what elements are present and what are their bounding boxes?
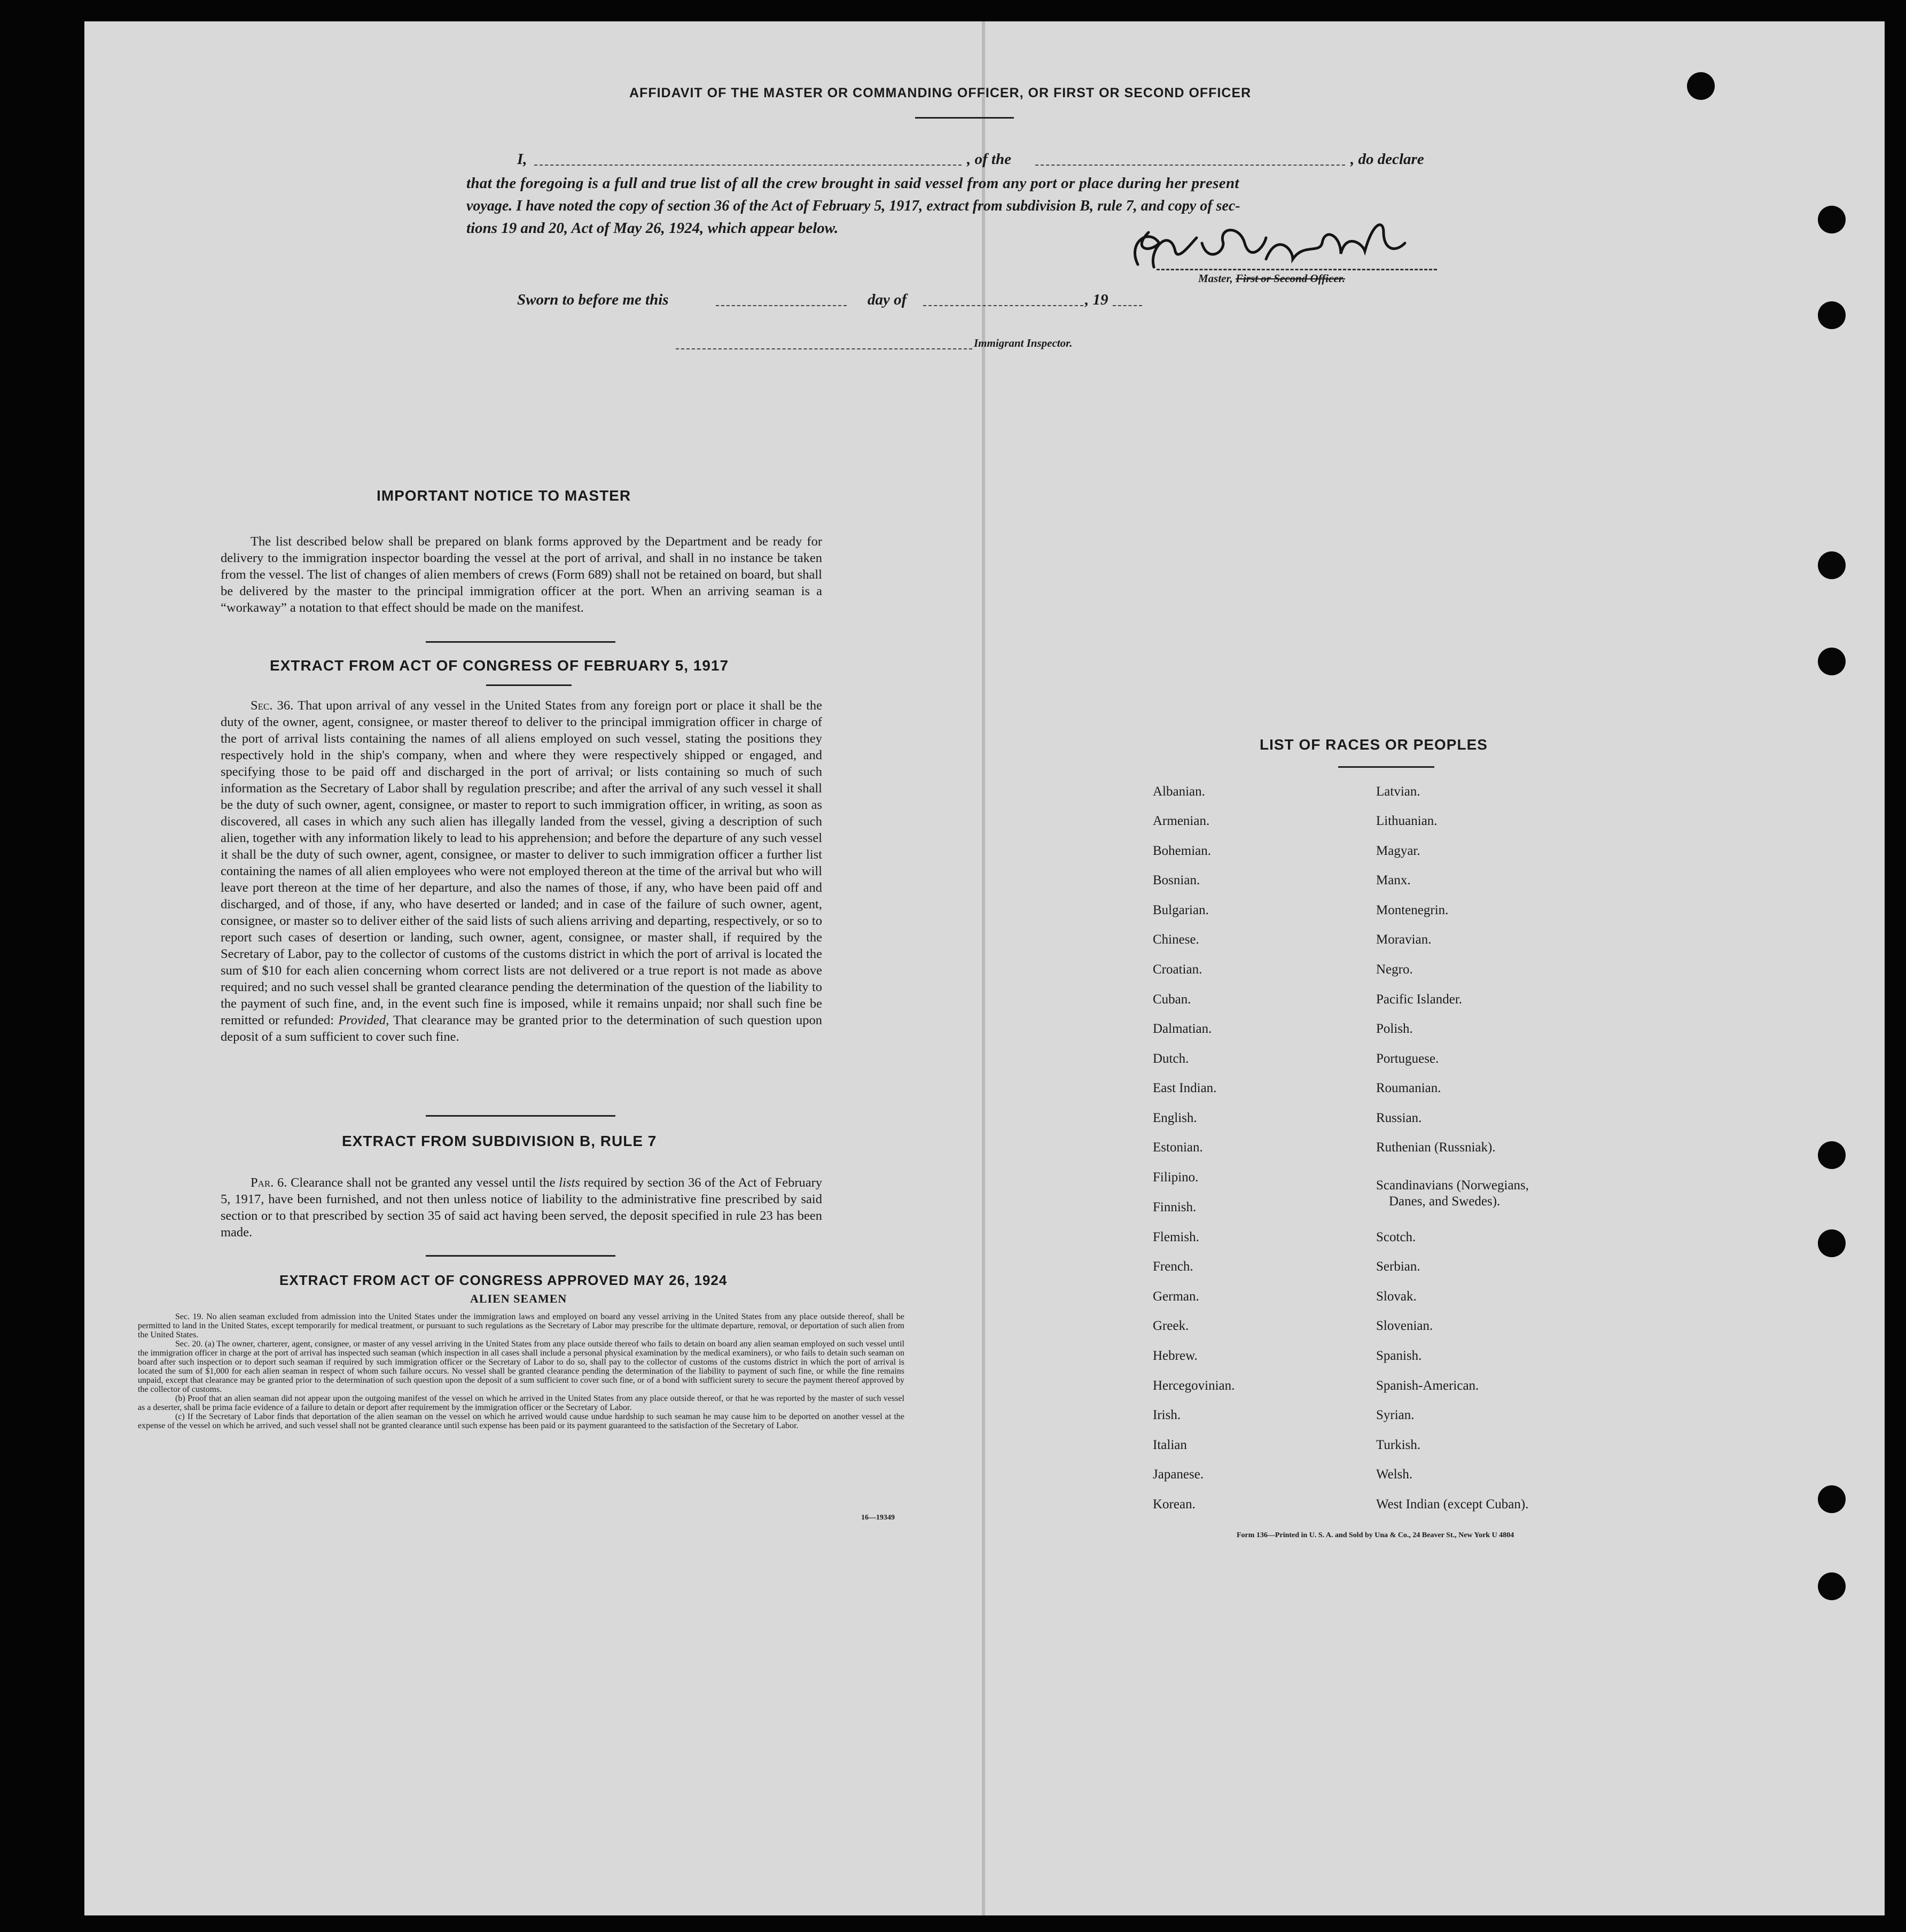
race-right: Russian. bbox=[1376, 1111, 1422, 1125]
race-left: Cuban. bbox=[1153, 992, 1191, 1007]
affidavit-line1 bbox=[517, 151, 1464, 168]
inspector-dash-line bbox=[676, 348, 972, 349]
race-left: Finnish. bbox=[1153, 1200, 1197, 1214]
race-left: Korean. bbox=[1153, 1497, 1196, 1512]
race-right: Turkish. bbox=[1376, 1438, 1421, 1452]
sec20c-text: (c) If the Secretary of Labor finds that deportation of the alien seaman on the vessel on which he arrived would cause undue hardship to such seaman he may cause him to be deported on another vessel at the expense of the vessel on which he arrived, and such vessel shall not be granted clearance until such expense has been paid or its payment guaranteed to the satisfaction of the Secretary of Labor. bbox=[138, 1412, 904, 1430]
rule7-title: EXTRACT FROM SUBDIVISION B, RULE 7 bbox=[342, 1133, 657, 1149]
race-left: Hercegovinian. bbox=[1153, 1378, 1235, 1393]
affidavit-line3: voyage. I have noted the copy of section 36 of the Act of February 5, 1917, extract from subdivision B, rule 7, and copy of sec- bbox=[466, 198, 1240, 214]
race-left: Flemish. bbox=[1153, 1230, 1199, 1244]
affidavit-line4: tions 19 and 20, Act of May 26, 1924, which appear below. bbox=[466, 220, 839, 237]
extract1917-text bbox=[221, 697, 822, 1045]
vessel-blank[interactable] bbox=[1035, 165, 1345, 166]
races-title: LIST OF RACES OR PEOPLES bbox=[1260, 736, 1488, 753]
master-title bbox=[1198, 272, 1345, 285]
provided-word: Provided, bbox=[338, 1013, 389, 1027]
race-left: Armenian. bbox=[1153, 814, 1210, 828]
sworn-text-c: , 19 bbox=[1085, 291, 1108, 308]
sworn-text-b: day of bbox=[868, 291, 907, 308]
punch-hole bbox=[1818, 648, 1846, 675]
form-footer: Form 136—Printed in U. S. A. and Sold by Una & Co., 24 Beaver St., New York U 4804 bbox=[1237, 1531, 1514, 1539]
race-right: Portuguese. bbox=[1376, 1051, 1439, 1066]
affidavit-of-the: , of the bbox=[967, 151, 1011, 168]
affidavit-declare: , do declare bbox=[1350, 151, 1424, 168]
race-right: West Indian (except Cuban). bbox=[1376, 1497, 1529, 1512]
day-blank[interactable] bbox=[716, 305, 847, 306]
race-right: Negro. bbox=[1376, 962, 1413, 977]
race-left: Bosnian. bbox=[1153, 873, 1200, 887]
race-left: French. bbox=[1153, 1259, 1193, 1274]
affidavit-i: I, bbox=[517, 151, 527, 168]
notice-text-block bbox=[221, 533, 822, 616]
race-left: Estonian. bbox=[1153, 1140, 1203, 1155]
race-right: Moravian. bbox=[1376, 932, 1432, 947]
extract1917-end-rule bbox=[426, 1115, 615, 1117]
punch-hole bbox=[1818, 1141, 1846, 1169]
signature-dash-line bbox=[1157, 269, 1437, 270]
notice-title: IMPORTANT NOTICE TO MASTER bbox=[377, 487, 631, 504]
sec20a-text: Sec. 20. (a) The owner, charterer, agent, consignee, or master of any vessel arriving in the United States from any place outside thereof who fails to detain on board any alien seaman employed on such vessel until the immigration officer in charge at the port of arrival has inspected such seaman (which inspection in all cases shall include a personal physical examination by the medical examiners), or who fails to detain such seaman on board after such inspection or to deport such seaman if required by such immigration officer or the Secretary of Labor to do so, shall pay to the collector of customs of the customs district in which the port of arrival is located the sum of $1,000 for each alien seaman in respect of whom such failure occurs. No vessel shall be granted clearance pending the determination of the liability to payment of such fine, or while the fine remains unpaid, except that clearance may be granted prior to the determination of such question upon the deposit of a sum sufficient to cover such fine, or of a bond with sufficient surety to secure the payment thereof approved by the collector of customs. bbox=[138, 1339, 904, 1394]
sec36-end: That clearance may be granted prior to the determination of such question upon deposit of a sum sufficient to cover such fine. bbox=[221, 1013, 823, 1044]
month-blank[interactable] bbox=[923, 305, 1083, 306]
master-prefix: Master, bbox=[1198, 272, 1233, 285]
race-left: Greek. bbox=[1153, 1319, 1189, 1333]
race-right: Ruthenian (Russniak). bbox=[1376, 1140, 1496, 1155]
race-right: Danes, and Swedes). bbox=[1389, 1194, 1501, 1209]
race-left: English. bbox=[1153, 1111, 1197, 1125]
race-left: Dalmatian. bbox=[1153, 1022, 1212, 1036]
affidavit-title: AFFIDAVIT OF THE MASTER OR COMMANDING OFFICER, OR FIRST OR SECOND OFFICER bbox=[629, 85, 1252, 100]
race-right: Welsh. bbox=[1376, 1467, 1413, 1482]
rule7-text-b: required by section 36 of the Act of February 5, 1917, have been furnished, and not then unless notice of liability to the administrative fine prescribed by said section or to that prescribed by section 35 of said act having been served, the deposit specified in rule 23 has been made. bbox=[221, 1175, 823, 1240]
name-blank[interactable] bbox=[534, 165, 962, 166]
year-blank[interactable] bbox=[1113, 305, 1142, 306]
race-right: Magyar. bbox=[1376, 844, 1420, 858]
extract1917-block bbox=[221, 697, 822, 1045]
sec36-label: Sec. 36. bbox=[251, 698, 294, 713]
race-right: Montenegrin. bbox=[1376, 903, 1449, 917]
par6-label: Par. 6. bbox=[251, 1175, 287, 1190]
title-rule bbox=[915, 117, 1014, 119]
extract1917-rule bbox=[486, 684, 572, 686]
punch-hole bbox=[1818, 1485, 1846, 1513]
rule7-block bbox=[221, 1174, 822, 1241]
race-left: Dutch. bbox=[1153, 1051, 1189, 1066]
races-rule bbox=[1338, 766, 1434, 768]
lists-word: lists bbox=[559, 1175, 580, 1190]
alien-seamen-subtitle: ALIEN SEAMEN bbox=[470, 1292, 567, 1305]
sworn-line bbox=[517, 291, 1158, 309]
race-right: Pacific Islander. bbox=[1376, 992, 1463, 1007]
extract1917-title: EXTRACT FROM ACT OF CONGRESS OF FEBRUARY 5, 1917 bbox=[270, 657, 729, 674]
sworn-text-a: Sworn to before me this bbox=[517, 291, 669, 308]
race-left: Japanese. bbox=[1153, 1467, 1204, 1482]
race-right: Slovenian. bbox=[1376, 1319, 1433, 1333]
sec20b-text: (b) Proof that an alien seaman did not appear upon the outgoing manifest of the vessel on which he arrived in the United States from any place outside thereof, or that he was reported by the master of such vessel as a deserter, shall be prima facie evidence of a failure to detain or deport after requirement by the immigration officer or the Secretary of Labor. bbox=[138, 1394, 904, 1412]
race-right: Roumanian. bbox=[1376, 1081, 1441, 1095]
notice-rule bbox=[426, 641, 615, 643]
race-right: Slovak. bbox=[1376, 1289, 1417, 1304]
notice-text: The list described below shall be prepared on blank forms approved by the Department and be ready for delivery to the immigration inspector boarding the vessel at the port of arrival, and shall in no instance be taken from the vessel. The list of changes of alien members of crews (Form 689) shall not be retained on board, but shall be delivered by the master to the principal immigration officer at the port. When an arriving seaman is a “workaway” a notation to that effect should be made on the manifest. bbox=[221, 534, 822, 615]
extract1924-block bbox=[138, 1312, 904, 1430]
race-left: Italian bbox=[1153, 1438, 1187, 1452]
race-right: Scandinavians (Norwegians, bbox=[1376, 1178, 1529, 1193]
punch-hole bbox=[1818, 206, 1846, 233]
sec19-text: Sec. 19. No alien seaman excluded from admission into the United States under the immigration laws and employed on board any vessel arriving in the United States from any place outside thereof, shall be permitted to land in the United States, except temporarily for medical treatment, or pursuant to such regulations as the Secretary of Labor may prescribe for the ultimate departure, removal, or deportation of such alien from the United States. bbox=[138, 1312, 904, 1339]
race-right: Spanish. bbox=[1376, 1349, 1422, 1363]
race-right: Latvian. bbox=[1376, 784, 1420, 799]
rule7-text bbox=[221, 1174, 822, 1241]
punch-hole bbox=[1818, 551, 1846, 579]
sec36-body: That upon arrival of any vessel in the United States from any foreign port or place it shall be the duty of the owner, agent, consignee, or master thereof to deliver to the principal immigration officer in charge of the port of arrival lists containing the names of all aliens employed on such vessel, stating the positions they respectively hold in the ship's company, when and where they were respectively shipped or engaged, and specifying those to be paid off and discharged in the port of arrival; or lists containing so much of such information as the Secretary of Labor shall by regulation prescribe; and after the arrival of any such vessel it shall be the duty of such owner, agent, consignee, or master to report to such immigration officer, in writing, as soon as discovered, all cases in which any such alien has illegally landed from the vessel, giving a description of such alien, together with any information likely to lead to his apprehension; and before the departure of any such vessel it shall be the duty of such owner, agent, consignee, or master to deliver to such immigration officer a further list containing the names of all alien employees who were not employed thereon at the time of the arrival but who will leave port thereon at the time of her departure, and also the names of those, if any, who have been paid off and discharged, and of those, if any, who have deserted or landed; and in case of the failure of such owner, agent, consignee, or master so to deliver either of the said lists of such aliens arriving and departing, respectively, or so to report such cases of desertion or landing, such owner, agent, consignee, or master shall, if required by the Secretary of Labor, pay to the collector of customs of the customs district in which the port of arrival is located the sum of $10 for each alien concerning whom correct lists are not delivered or a true report is not made as above required; and no such vessel shall be granted clearance pending the determination of the question of the liability to the payment of such fine, and, in the event such fine is imposed, while it remains unpaid; nor shall such fine be remitted or refunded: bbox=[221, 698, 822, 1027]
punch-hole bbox=[1687, 72, 1715, 100]
rule7-end-rule bbox=[426, 1255, 615, 1257]
race-left: Croatian. bbox=[1153, 962, 1202, 977]
race-right: Spanish-American. bbox=[1376, 1378, 1479, 1393]
race-left: Filipino. bbox=[1153, 1170, 1199, 1185]
race-right: Lithuanian. bbox=[1376, 814, 1438, 828]
race-left: Hebrew. bbox=[1153, 1349, 1198, 1363]
race-left: East Indian. bbox=[1153, 1081, 1217, 1095]
print-code: 16—19349 bbox=[861, 1514, 895, 1522]
affidavit-line2: that the foregoing is a full and true list of all the crew brought in said vessel from any port or place during her present bbox=[466, 175, 1239, 192]
race-right: Manx. bbox=[1376, 873, 1411, 887]
race-left: Irish. bbox=[1153, 1408, 1181, 1422]
race-right: Serbian. bbox=[1376, 1259, 1420, 1274]
inspector-label: Immigrant Inspector. bbox=[974, 337, 1073, 349]
race-left: Bohemian. bbox=[1153, 844, 1212, 858]
race-right: Syrian. bbox=[1376, 1408, 1415, 1422]
master-struck: First or Second Officer. bbox=[1236, 272, 1345, 285]
punch-hole bbox=[1818, 1229, 1846, 1257]
race-left: German. bbox=[1153, 1289, 1199, 1304]
rule7-text-a: Clearance shall not be granted any vessel until the bbox=[291, 1175, 556, 1190]
race-right: Scotch. bbox=[1376, 1230, 1416, 1244]
race-left: Bulgarian. bbox=[1153, 903, 1209, 917]
race-left: Chinese. bbox=[1153, 932, 1199, 947]
race-left: Albanian. bbox=[1153, 784, 1205, 799]
punch-hole bbox=[1818, 1572, 1846, 1600]
punch-hole bbox=[1818, 301, 1846, 329]
race-right: Polish. bbox=[1376, 1022, 1413, 1036]
extract1924-title: EXTRACT FROM ACT OF CONGRESS APPROVED MAY 26, 1924 bbox=[279, 1272, 728, 1288]
